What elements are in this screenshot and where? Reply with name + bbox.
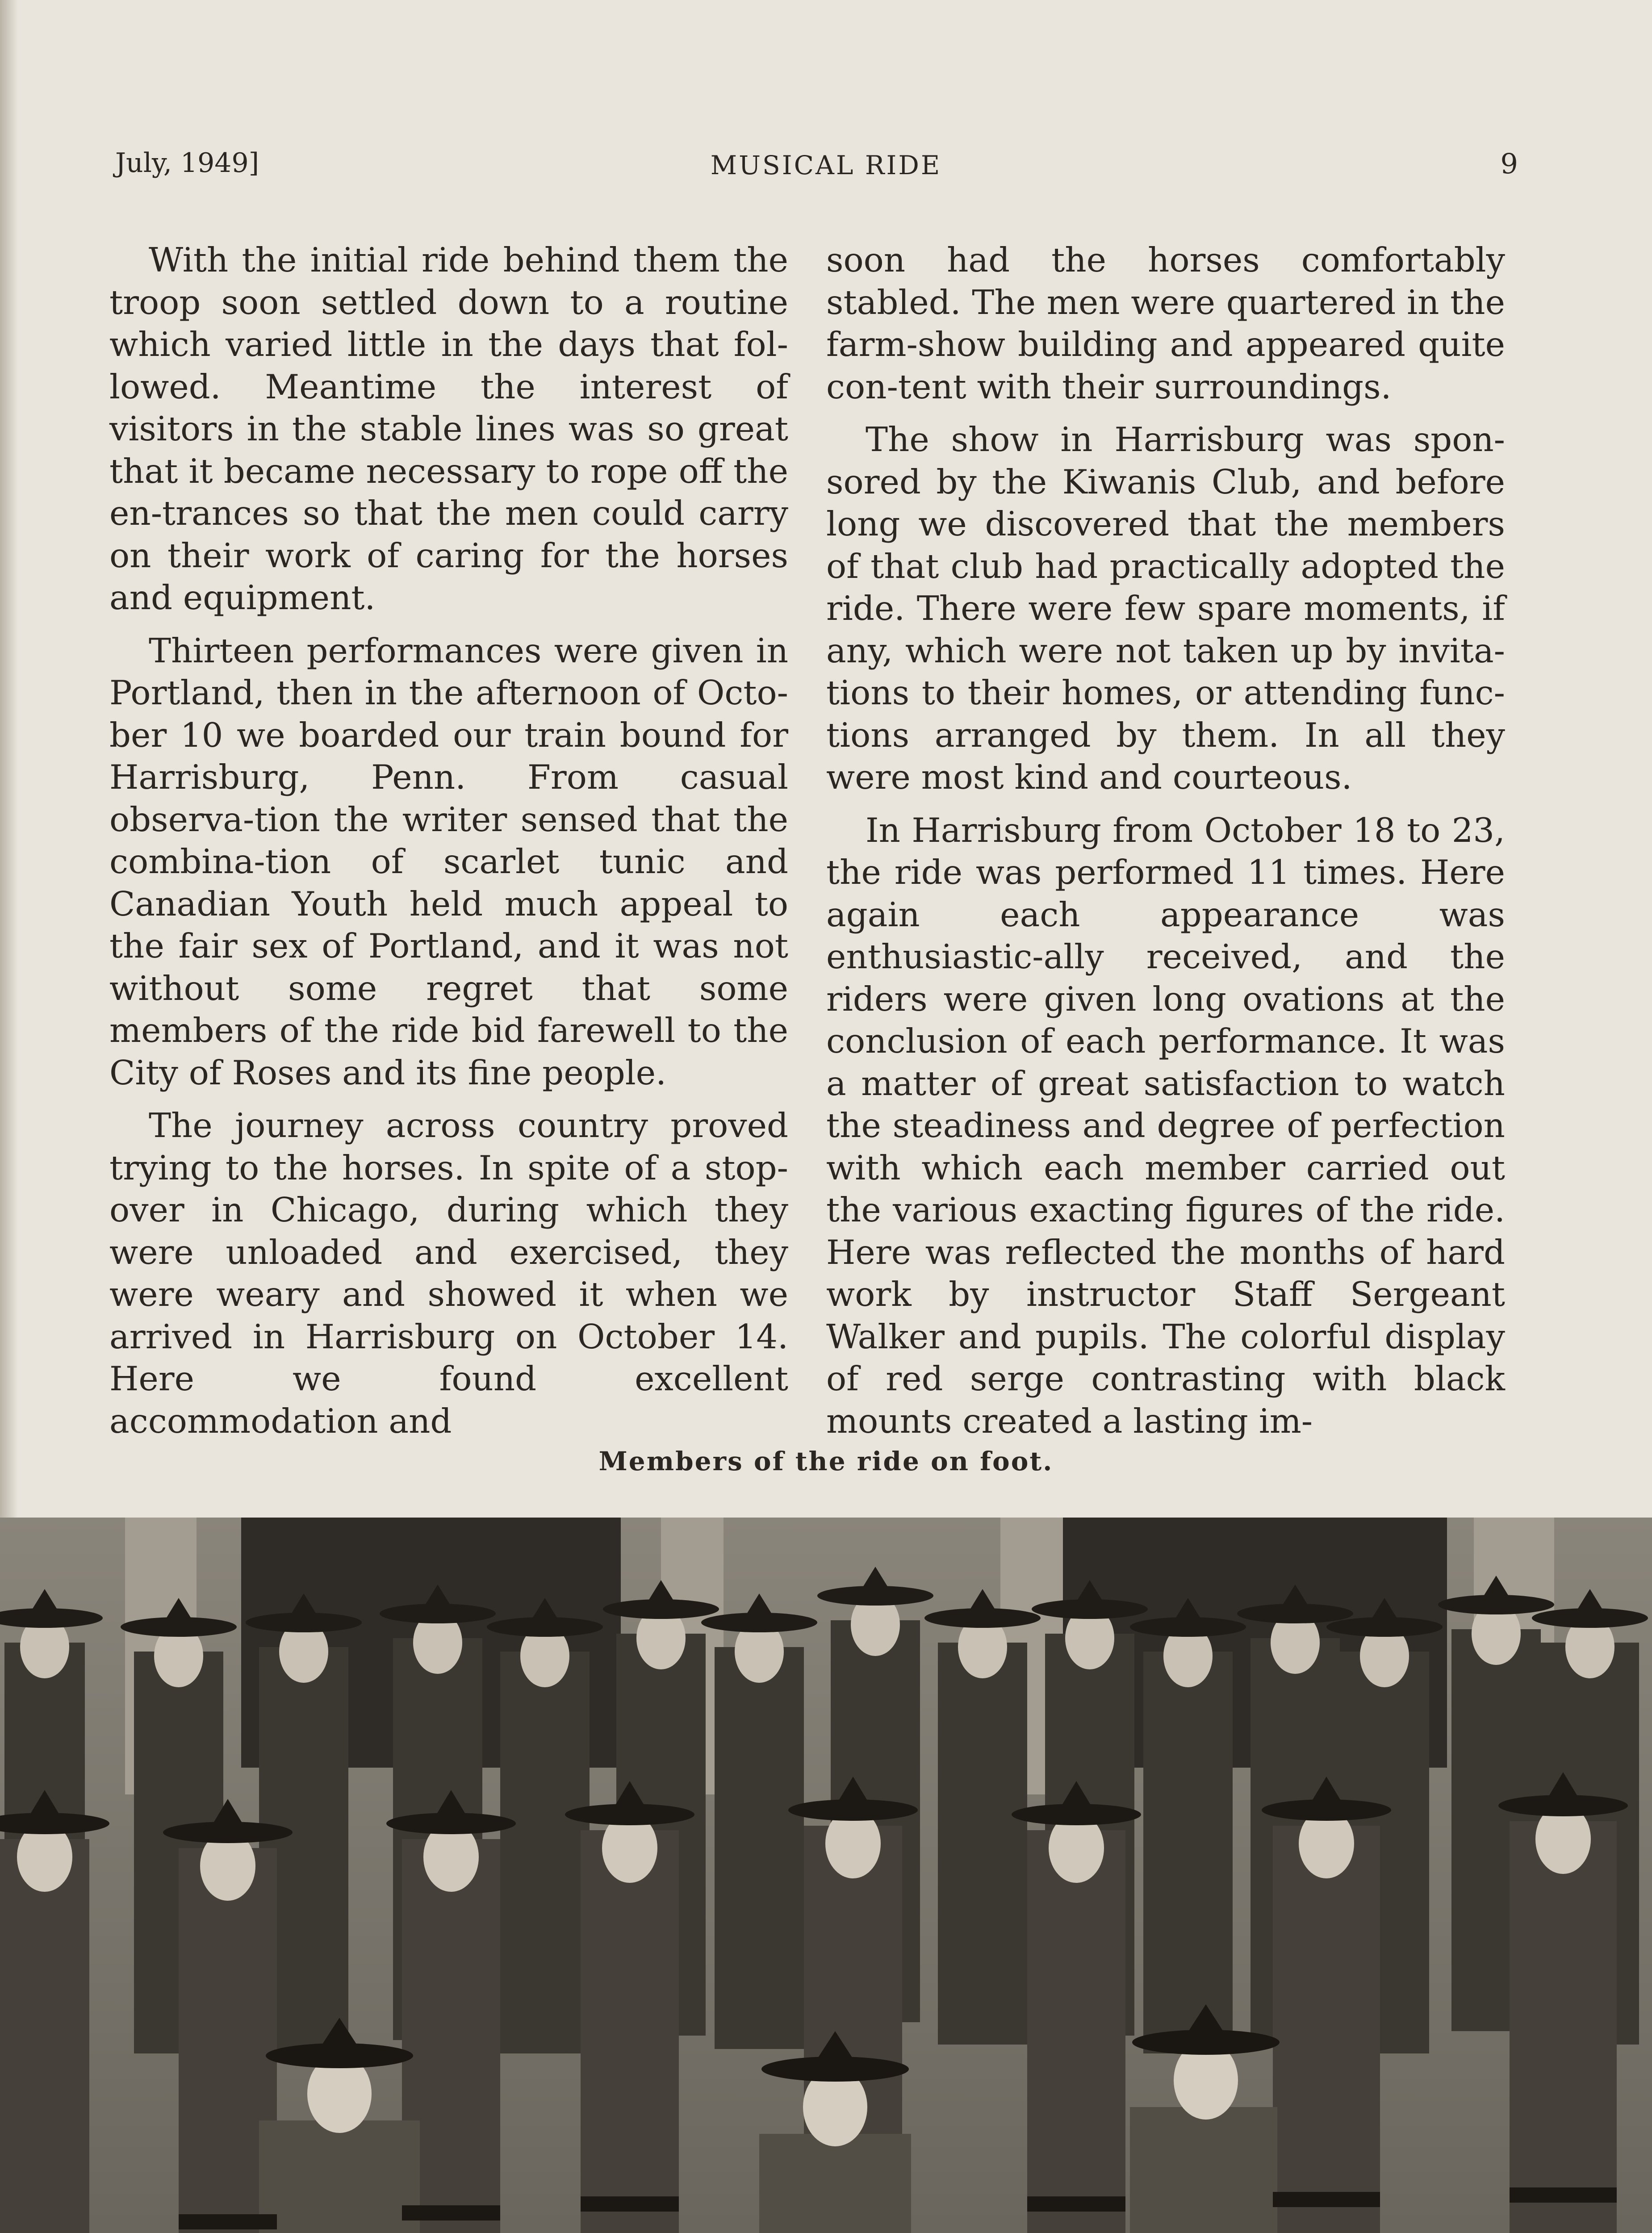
running-header [0, 147, 1652, 197]
page-number: 9 [1500, 147, 1518, 180]
group-photo [0, 1518, 1652, 2233]
section-title: MUSICAL RIDE [710, 150, 942, 180]
paragraph: With the initial ride behind them the troop soon settled down to a routine which varied little in the days that fol-lowed. Meantime the interest of visitors in the stable lines was so great that it became necessary to rope off the en-trances so that the men could carry on their work of caring for the horses and equipment. [109, 240, 788, 617]
paragraph: In Harrisburg from October 18 to 23, the ride was performed 11 times. Here again each appearance was enthusiastic-ally received, and the riders were given long ovations at the conclusion of each performance. It was a matter of great satisfaction to watch the steadiness and degree of perfection with which each member carried out the various exacting figures of the ride. Here was reflected the months of hard work by instructor Staff Sergeant Walker and pupils. The colorful display of red serge contrasting with black mounts created a lasting im- [826, 810, 1505, 1441]
group-photo-illustration [0, 1518, 1652, 2233]
left-text-column [109, 239, 788, 1441]
paragraph: The journey across country proved trying to the horses. In spite of a stop-over in Chicago, during which they were unloaded and exercised, they were weary and showed it when we arrived in Harrisburg on October 14. Here we found excellent accommodation and [109, 1106, 788, 1441]
paragraph: The show in Harrisburg was spon-sored by the Kiwanis Club, and before long we discovered that the members of that club had practically adopted the ride. There were few spare moments, if any, which were not taken up by invita-tions to their homes, or attending func-tions arranged by them. In all they were most kind and courteous. [826, 420, 1505, 797]
photo-caption: Members of the ride on foot. [598, 1446, 1054, 1476]
paragraph: Thirteen performances were given in Portland, then in the afternoon of Octo-ber 10 we boarded our train bound for Harrisburg, Penn. From casual observa-tion the writer sensed that the combina-tion of scarlet tunic and Canadian Youth held much appeal to the fair sex of Portland, and it was not without some regret that some members of the ride bid farewell to the City of Roses and its fine people. [109, 631, 788, 1092]
right-text-column [826, 239, 1505, 1441]
paragraph: soon had the horses comfortably stabled. The men were quartered in the farm-show building and appeared quite con-tent with their surroundings. [826, 240, 1505, 406]
issue-date: July, 1949] [115, 147, 259, 179]
